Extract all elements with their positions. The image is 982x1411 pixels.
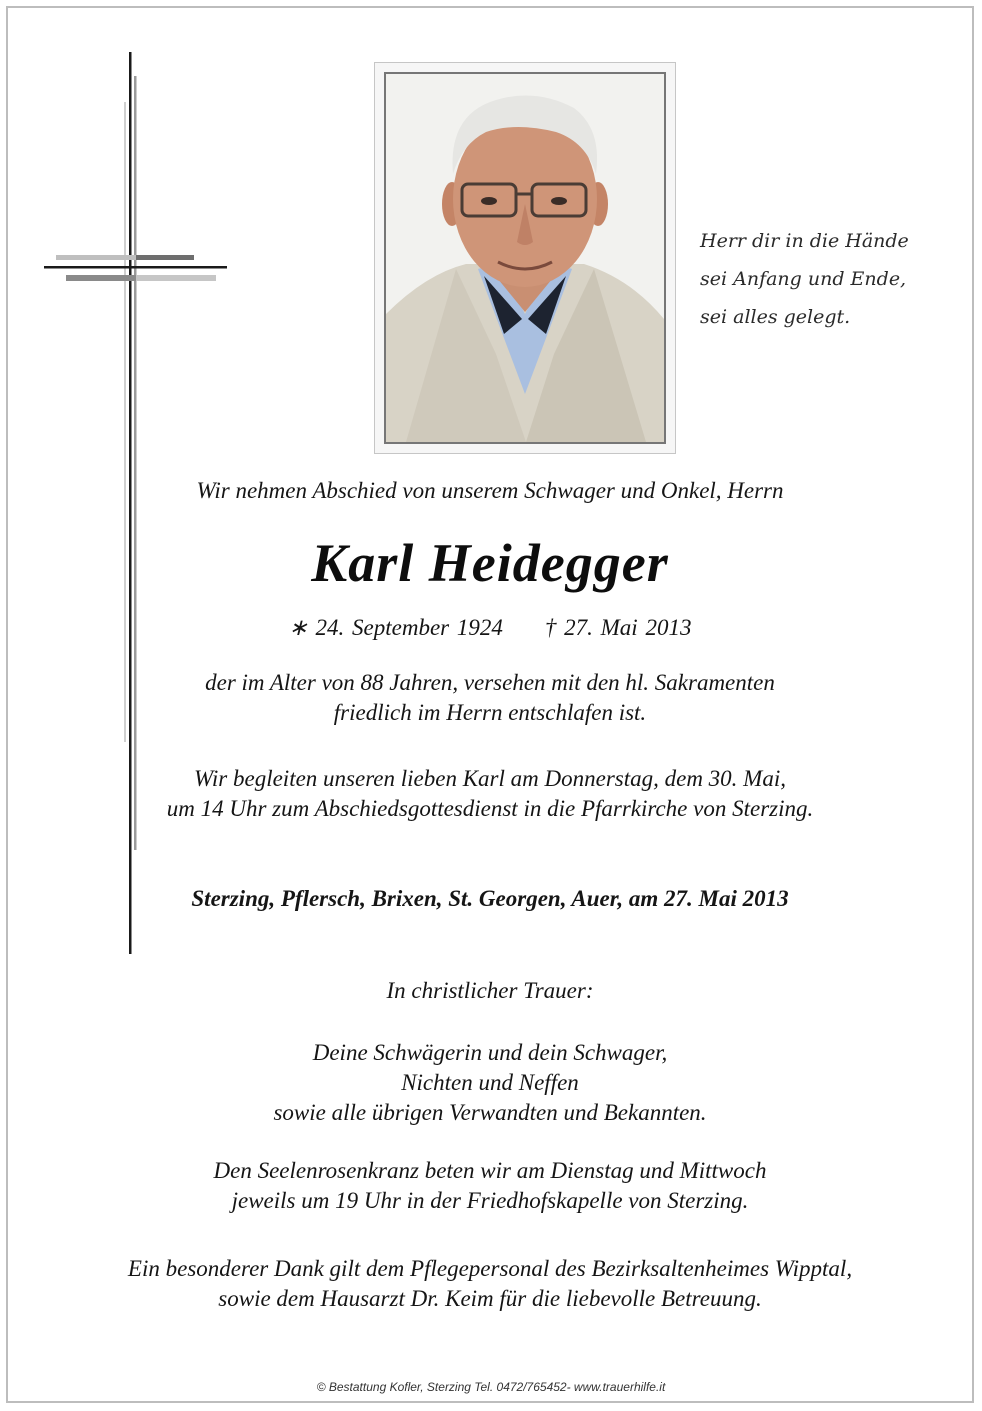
text-line: Den Seelenrosenkranz beten wir am Dienstag und Mittwoch bbox=[213, 1158, 767, 1183]
verse-line: Herr dir in die Hände bbox=[700, 230, 909, 252]
grief-heading: In christlicher Trauer: bbox=[386, 978, 594, 1003]
text-line: um 14 Uhr zum Abschiedsgottesdienst in die Pfarrkirche von Sterzing. bbox=[166, 796, 814, 821]
text-line: Wir begleiten unseren lieben Karl am Donnerstag, dem 30. Mai, bbox=[194, 766, 786, 791]
death-date: † 27. Mai 2013 bbox=[544, 615, 692, 640]
text-line: jeweils um 19 Uhr in der Friedhofskapelle von Sterzing. bbox=[231, 1188, 749, 1213]
deceased-name: Karl Heidegger bbox=[311, 533, 669, 593]
verse-line: sei alles gelegt. bbox=[700, 306, 851, 328]
intro-text: Wir nehmen Abschied von unserem Schwager und Onkel, Herrn bbox=[196, 478, 784, 503]
verse bbox=[700, 222, 960, 336]
birth-date: ∗ 24. September 1924 bbox=[288, 615, 503, 640]
text-line: der im Alter von 88 Jahren, versehen mit den hl. Sakramenten bbox=[205, 670, 775, 695]
text-line: Nichten und Neffen bbox=[401, 1070, 579, 1095]
life-dates bbox=[0, 615, 980, 641]
rosary-text bbox=[0, 1156, 980, 1216]
cross-icon bbox=[40, 52, 235, 962]
age-text bbox=[0, 668, 980, 728]
places-date: Sterzing, Pflersch, Brixen, St. Georgen, Auer, am 27. Mai 2013 bbox=[191, 886, 789, 911]
funeral-text bbox=[0, 764, 980, 824]
text-line: friedlich im Herrn entschlafen ist. bbox=[333, 700, 647, 725]
text-line: sowie dem Hausarzt Dr. Keim für die liebevolle Betreuung. bbox=[218, 1286, 762, 1311]
footer-credit: © Bestattung Kofler, Sterzing Tel. 0472/765452- www.trauerhilfe.it bbox=[316, 1380, 666, 1394]
mourners bbox=[0, 1038, 980, 1128]
text-line: sowie alle übrigen Verwandten und Bekannten. bbox=[273, 1100, 707, 1125]
thanks-text bbox=[0, 1254, 980, 1314]
text-line: Deine Schwägerin und dein Schwager, bbox=[312, 1040, 668, 1065]
verse-line: sei Anfang und Ende, bbox=[700, 268, 907, 290]
portrait-frame bbox=[374, 62, 676, 454]
text-line: Ein besonderer Dank gilt dem Pflegepersonal des Bezirksaltenheimes Wipptal, bbox=[127, 1256, 853, 1281]
portrait-photo bbox=[384, 72, 666, 444]
